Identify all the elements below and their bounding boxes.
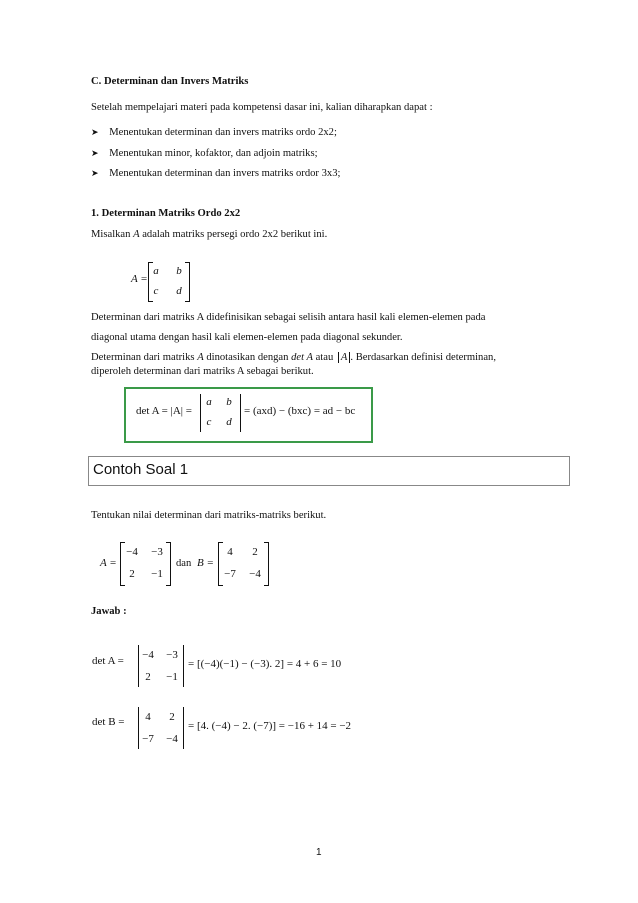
matrix-cell: b [176,265,182,277]
list-item: ➤ Menentukan minor, kofaktor, dan adjoin matriks; [91,148,318,159]
matrix-cell: −4 [142,649,154,661]
page-number: 1 [316,847,322,858]
subsection-title: 1. Determinan Matriks Ordo 2x2 [91,208,241,219]
matrix-cell: −1 [151,568,163,580]
matrix-cell: 2 [129,568,135,580]
matrix-cell: 2 [169,711,175,723]
matrix-cell: b [226,396,232,408]
conjunction: dan [176,558,192,569]
formula-lhs: det A = |A| = [136,405,192,417]
matrix-cell: −4 [249,568,261,580]
list-item: ➤ Menentukan determinan dan invers matriks ordor 3x3; [91,168,341,179]
matrix-label: A = [100,557,117,569]
paragraph-3-line-1: Determinan dari matriks A dinotasikan dengan det A atau A . Berdasarkan definisi determinan, [91,352,497,363]
matrix-cell: −3 [151,546,163,558]
matrix-cell: −3 [166,649,178,661]
arrow-bullet-icon: ➤ [91,127,99,137]
determinant-bar [183,707,184,749]
matrix-cell: a [153,265,159,277]
matrix-cell: 4 [227,546,233,558]
formula-rhs: = (axd) − (bxc) = ad − bc [244,405,356,417]
example-title: Contoh Soal 1 [93,461,189,478]
matrix-cell: −4 [166,733,178,745]
arrow-bullet-icon: ➤ [91,168,99,178]
list-item: ➤ Menentukan determinan dan invers matriks ordo 2x2; [91,127,337,138]
intro-text: Setelah mempelajari materi pada kompetensi dasar ini, kalian diharapkan dapat : [91,102,433,113]
matrix-cell: −7 [142,733,154,745]
matrix-cell: −4 [126,546,138,558]
example-prompt: Tentukan nilai determinan dari matriks-matriks berikut. [91,510,327,521]
matrix-label: B = [197,557,214,569]
paragraph-1: Misalkan A adalah matriks persegi ordo 2x2 berikut ini. [91,229,328,240]
section-title: C. Determinan dan Invers Matriks [91,76,249,87]
det-label: det B = [92,716,125,728]
matrix-cell: c [153,285,159,297]
paragraph-2-line-2: diagonal utama dengan hasil kali elemen-elemen pada diagonal sekunder. [91,332,403,343]
paragraph-3-line-2: diperoleh determinan dari matriks A sebagai berikut. [91,366,314,377]
matrix-cell: d [226,416,232,428]
det-label: det A = [92,655,124,667]
det-result: = [(−4)(−1) − (−3). 2] = 4 + 6 = 10 [188,658,342,670]
matrix-cell: −1 [166,671,178,683]
answer-label: Jawab : [91,606,127,617]
matrix-cell: 4 [145,711,151,723]
paragraph-2-line-1: Determinan dari matriks A didefinisikan sebagai selisih antara hasil kali elemen-elemen pada [91,312,486,323]
matrix-cell: c [206,416,212,428]
determinant-bar [240,394,241,432]
example-heading-box [88,456,570,486]
det-result: = [4. (−4) − 2. (−7)] = −16 + 14 = −2 [188,720,352,732]
matrix-cell: a [206,396,212,408]
matrix-cell: −7 [224,568,236,580]
arrow-bullet-icon: ➤ [91,148,99,158]
matrix-label: A = [131,273,148,285]
matrix-cell: 2 [145,671,151,683]
matrix-cell: 2 [252,546,258,558]
matrix-cell: d [176,285,182,297]
determinant-bar [183,645,184,687]
